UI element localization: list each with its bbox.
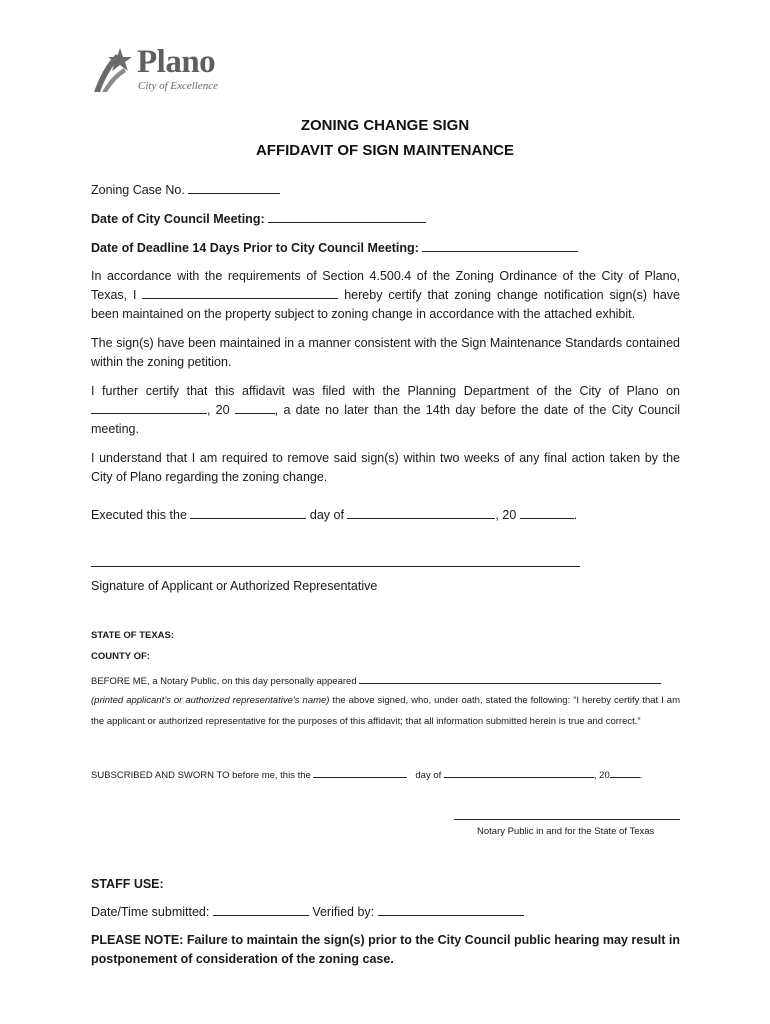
executed-year-label: , 20: [495, 508, 517, 522]
notary-signature-line[interactable]: [454, 819, 680, 820]
council-meeting-field[interactable]: [268, 210, 426, 223]
paragraph-filed: [91, 382, 680, 439]
verified-by-field[interactable]: [378, 903, 524, 916]
sworn-end: .: [639, 770, 643, 781]
zoning-case-field[interactable]: [188, 181, 280, 194]
document-title: ZONING CHANGE SIGN: [300, 117, 470, 134]
sworn-day-field[interactable]: [313, 768, 407, 778]
notary-public-label: Notary Public in and for the State of Texas: [477, 826, 655, 837]
paragraph-filed-text-3: , a date no later than the 14th day before the date of the City Council meeting.: [91, 403, 680, 436]
executed-day-of: day of: [309, 508, 344, 522]
paragraph-certify-text-2: hereby certify that zoning change notification sign(s) have been maintained on the property subject to zoning change in accordance with the attached exhibit.: [91, 288, 680, 321]
staff-use-heading: STAFF USE:: [91, 877, 164, 891]
filed-year-field[interactable]: [235, 401, 275, 414]
executed-day-field[interactable]: [190, 506, 306, 519]
executed-end: .: [573, 508, 578, 522]
printed-name-caption: (printed applicant’s or authorized representative’s name): [91, 695, 330, 706]
staff-use-row: [91, 903, 524, 921]
sworn-row: [91, 767, 642, 785]
council-meeting-label: Date of City Council Meeting:: [91, 212, 265, 226]
executed-month-field[interactable]: [347, 506, 495, 519]
logo-tagline: City of Excellence: [138, 80, 219, 92]
council-meeting-row: [91, 210, 426, 228]
logo-name: Plano: [137, 44, 216, 80]
paragraph-filed-text-1: I further certify that this affidavit was filed with the Planning Department of the City of Plano on: [91, 384, 680, 398]
document-subtitle: AFFIDAVIT OF SIGN MAINTENANCE: [255, 142, 515, 159]
sworn-day-of: day of: [415, 770, 442, 781]
executed-row: [91, 506, 577, 524]
executed-label: Executed this the: [91, 508, 187, 522]
filed-date-field[interactable]: [91, 401, 207, 414]
paragraph-certify-text-1: In accordance with the requirements of Section 4.500.4 of the Zoning Ordinance of the City of Plano, Texas, I: [91, 269, 680, 302]
sworn-year-field[interactable]: [610, 768, 640, 778]
before-me-label: BEFORE ME, a Notary Public, on this day personally appeared: [91, 676, 357, 687]
executed-year-field[interactable]: [520, 506, 574, 519]
county-label: COUNTY OF:: [91, 651, 150, 662]
deadline-row: [91, 239, 578, 257]
paragraph-remove: I understand that I am required to remove said sign(s) within two weeks of any final action taken by the City of Plano regarding the zoning change.: [91, 451, 680, 484]
paragraph-filed-text-2: , 20: [207, 403, 230, 417]
paragraph-maintained: The sign(s) have been maintained in a manner consistent with the Sign Maintenance Standards contained within the zoning petition.: [91, 336, 680, 369]
sworn-label: SUBSCRIBED AND SWORN TO before me, this the: [91, 770, 311, 781]
signature-label: Signature of Applicant or Authorized Representative: [91, 579, 378, 593]
plano-logo: [90, 44, 250, 96]
paragraph-certify: [91, 267, 680, 324]
verified-by-label: Verified by:: [312, 905, 375, 919]
zoning-case-row: [91, 181, 280, 199]
deadline-label: Date of Deadline 14 Days Prior to City Council Meeting:: [91, 241, 419, 255]
star-swoosh-icon: [90, 46, 136, 96]
notary-statement-text: the above signed, who, under oath, stated the following: “I hereby certify that I am the applicant or authorized representative for the purposes of this affidavit; that all information submitted herein is true and correct.”: [91, 695, 680, 727]
zoning-case-label: Zoning Case No.: [91, 183, 185, 197]
date-submitted-field[interactable]: [213, 903, 309, 916]
before-me-row: [91, 673, 661, 691]
sworn-year-label: , 20: [593, 770, 610, 781]
date-submitted-label: Date/Time submitted:: [91, 905, 210, 919]
please-note: PLEASE NOTE: Failure to maintain the sign(s) prior to the City Council public hearing may result in postponement of consideration of the zoning case.: [91, 933, 680, 966]
signature-line[interactable]: [91, 566, 580, 567]
deadline-field[interactable]: [422, 239, 578, 252]
appeared-name-field[interactable]: [359, 674, 661, 684]
sworn-month-field[interactable]: [444, 768, 594, 778]
applicant-name-field[interactable]: [142, 286, 338, 299]
notary-statement: [91, 690, 680, 732]
state-label: STATE OF TEXAS:: [91, 630, 175, 641]
